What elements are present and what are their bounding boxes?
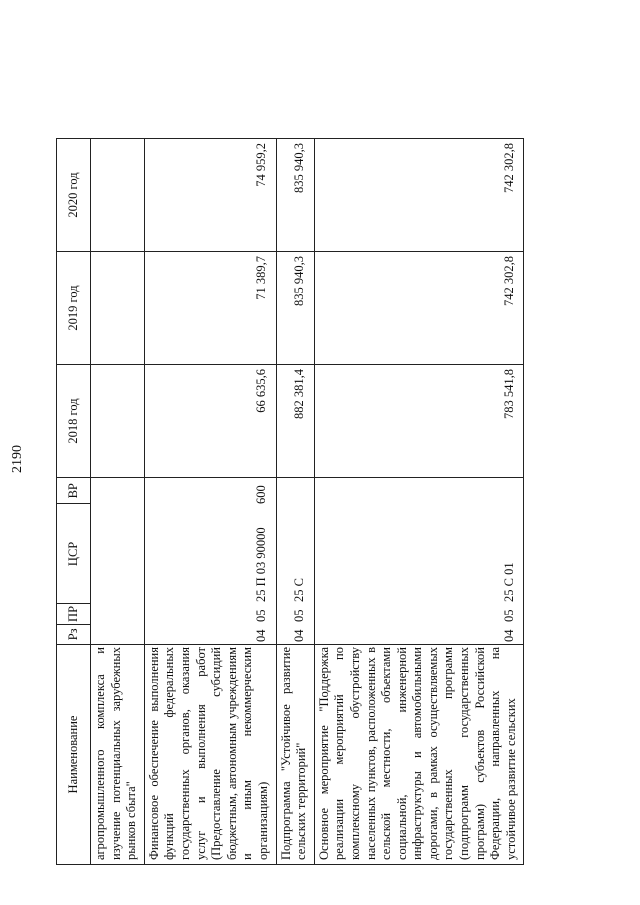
row-name-cell [144, 645, 276, 865]
row-2020: 74 959,2 [144, 139, 276, 252]
row-name: Основное мероприятие "Поддержка реализации мероприятий по комплексному обустройству населенных пунктов, расположенных в сельской местности, объектами социальной, инженерной инфраструктуры и автомобильными дорогами, в рамках осуществляемых государственных программ (подпрограмм государственных программ) субъектов Российской Федерации, направленных на устойчивое развитие сельских [316, 647, 518, 860]
table-row [314, 139, 524, 865]
row-codes [144, 478, 276, 645]
row-rz: 04 [501, 629, 516, 642]
row-pr: 05 [292, 609, 307, 622]
row-name: агропромышленного комплекса и изучение потенциальных зарубежных рынков сбыта" [93, 647, 139, 860]
header-csr: ЦСР [57, 504, 91, 604]
row-2019: 742 302,8 [314, 252, 524, 365]
row-2018: 882 381,4 [276, 365, 314, 478]
row-csr: 25 С 01 [501, 562, 516, 602]
budget-table [56, 138, 524, 865]
row-2018: 66 635,6 [144, 365, 276, 478]
header-name: Наименование [57, 645, 91, 865]
table-row [276, 139, 314, 865]
row-name-cell [314, 645, 524, 865]
table-row [144, 139, 276, 865]
row-name: Финансовое обеспечение выполнения функций федеральных государственных органов, оказания услуг и выполнения работ (Предоставление субсидий бюджетным, автономным учреждениям и иным некоммерческим организациям) [146, 647, 270, 860]
row-2020: 742 302,8 [314, 139, 524, 252]
page-number: 2190 [10, 445, 25, 473]
header-2018: 2018 год [57, 365, 91, 478]
row-pr: 05 [253, 609, 268, 622]
header-rz: Рз [57, 624, 91, 644]
row-2019: 835 940,3 [276, 252, 314, 365]
row-2019 [91, 252, 145, 365]
header-vr: ВР [57, 478, 91, 505]
header-2020: 2020 год [57, 139, 91, 252]
row-vr: 600 [253, 485, 268, 504]
row-2020 [91, 139, 145, 252]
row-2018 [91, 365, 145, 478]
row-codes [91, 478, 145, 645]
row-csr: 25 П 03 90000 [253, 527, 268, 602]
row-rz: 04 [292, 629, 307, 642]
row-rz: 04 [253, 629, 268, 642]
table-row [91, 139, 145, 865]
row-2018: 783 541,8 [314, 365, 524, 478]
row-codes [276, 478, 314, 645]
row-pr: 05 [501, 609, 516, 622]
header-pr: ПР [57, 604, 91, 624]
row-2020: 835 940,3 [276, 139, 314, 252]
row-csr: 25 С [292, 578, 307, 602]
row-name-cell [276, 645, 314, 865]
row-codes [314, 478, 524, 645]
row-name-cell [91, 645, 145, 865]
row-name: Подпрограмма "Устойчивое развитие сельских территорий" [278, 647, 309, 860]
header-row [57, 139, 91, 865]
header-2019: 2019 год [57, 252, 91, 365]
row-2019: 71 389,7 [144, 252, 276, 365]
